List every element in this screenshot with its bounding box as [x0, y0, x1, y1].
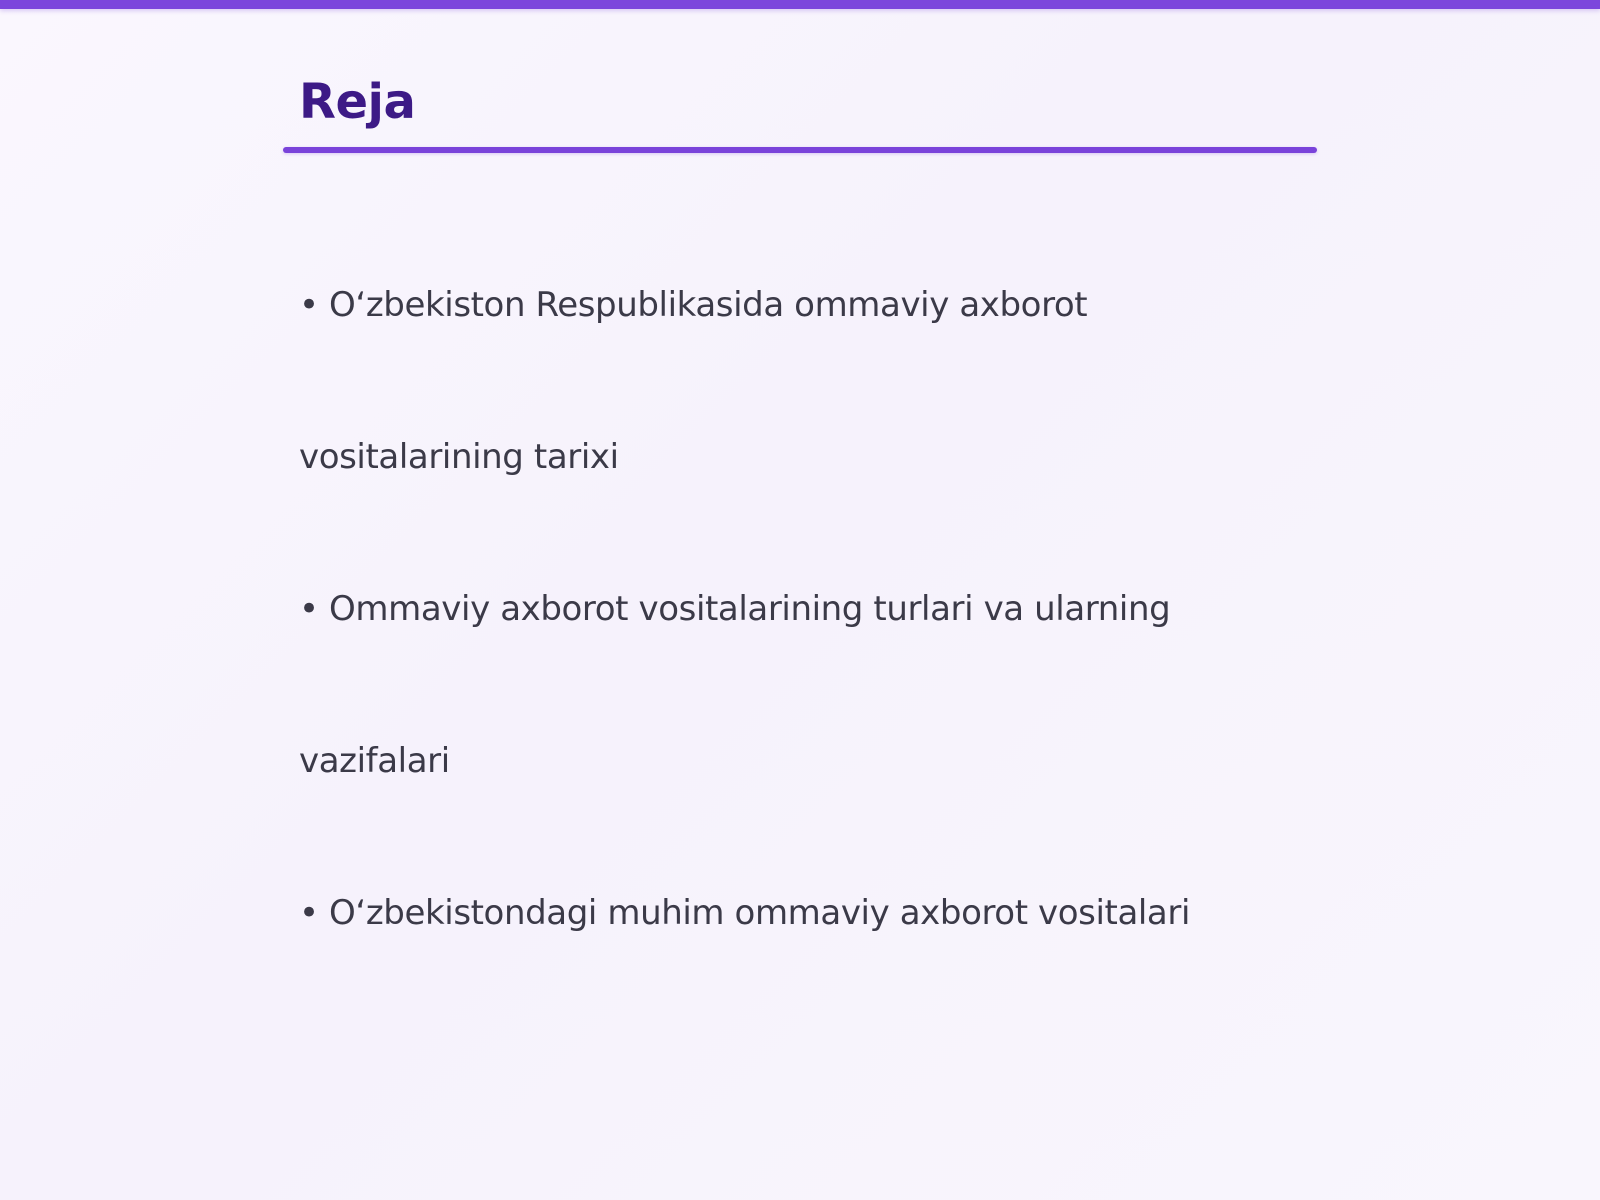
- bullet-item-1: • O‘zbekiston Respublikasida ommaviy axborot: [299, 285, 1088, 325]
- slide-title: Reja: [299, 74, 416, 130]
- bullet-item-2: • Ommaviy axborot vositalarining turlari va ularning: [299, 589, 1171, 629]
- bullet-item-3: • O‘zbekistondagi muhim ommaviy axborot vositalari: [299, 893, 1190, 933]
- top-accent-bar: [0, 0, 1600, 9]
- title-underline: [283, 147, 1317, 153]
- bullet-item-2-continuation: vazifalari: [299, 741, 450, 781]
- bullet-item-1-continuation: vositalarining tarixi: [299, 437, 619, 477]
